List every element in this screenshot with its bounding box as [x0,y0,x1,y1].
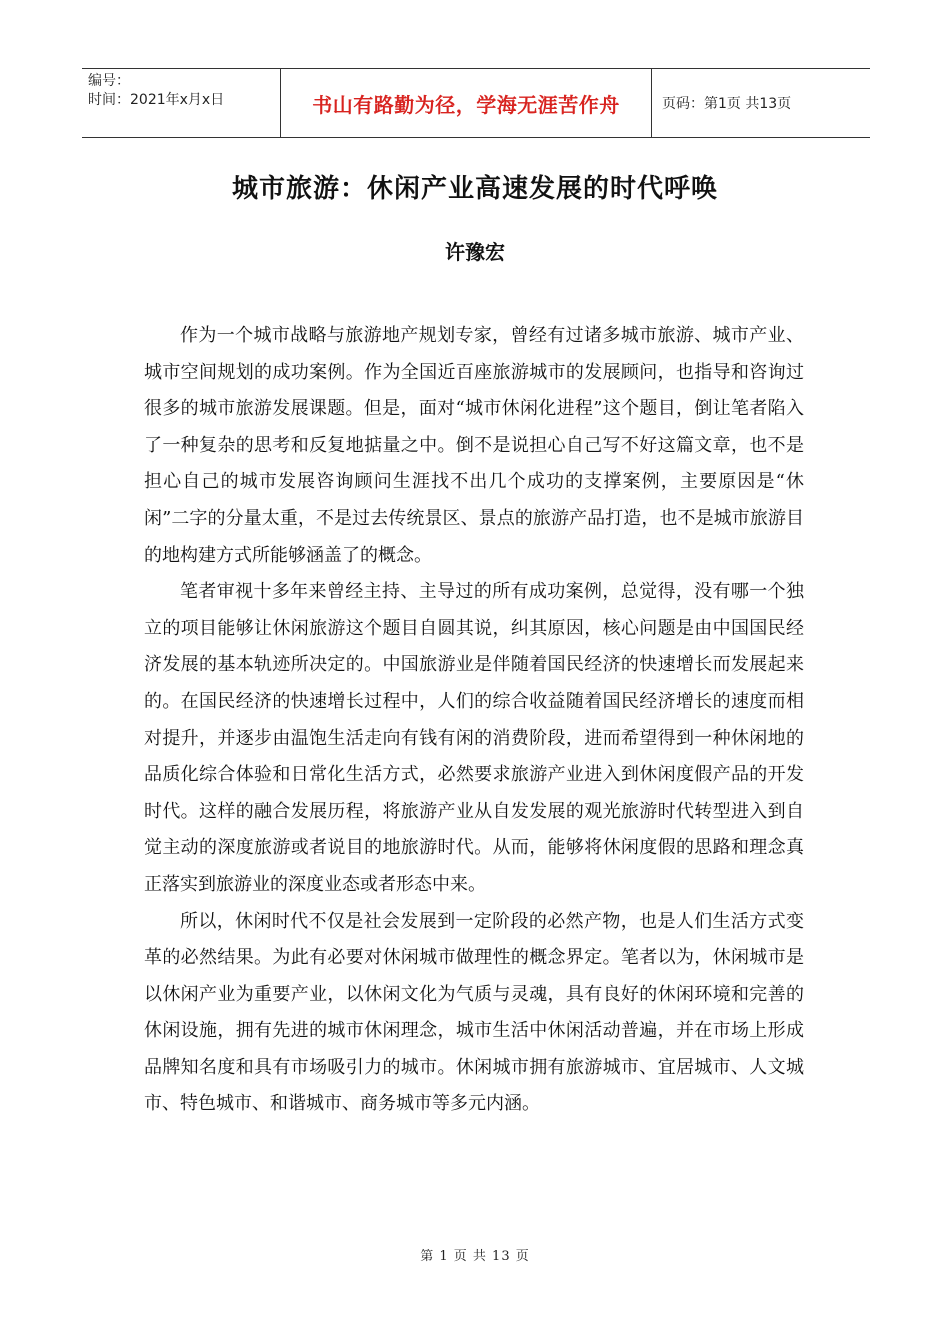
page-footer: 第 1 页 共 13 页 [420,1249,530,1264]
serial-label: 编号： [88,73,130,89]
paragraph: 笔者审视十多年来曾经主持、主导过的所有成功案例，总觉得，没有哪一个独立的项目能够让休闲旅游这个题目自圆其说，纠其原因，核心问题是由中国国民经济发展的基本轨迹所决定的。中国旅游业是伴随着国民经济的快速增长而发展起来的。在国民经济的快速增长过程中，人们的综合收益随着国民经济增长的速度而相对提升，并逐步由温饱生活走向有钱有闲的消费阶段，进而希望得到一种休闲地的品质化综合体验和日常化生活方式，必然要求旅游产业进入到休闲度假产品的开发时代。这样的融合发展历程，将旅游产业从自发发展的观光旅游时代转型进入到自觉主动的深度旅游或者说目的地旅游时代。从而，能够将休闲度假的思路和理念真正落实到旅游业的深度业态或者形态中来。 [144,581,804,895]
document-author: 许豫宏 [445,240,505,264]
page-info: 页码：第1页 共13页 [662,96,792,112]
paragraph: 作为一个城市战略与旅游地产规划专家，曾经有过诸多城市旅游、城市产业、城市空间规划的成功案例。作为全国近百座旅游城市的发展顾问，也指导和咨询过很多的城市旅游发展课题。但是，面对“城市休闲化进程”这个题目，倒让笔者陷入了一种复杂的思考和反复地掂量之中。倒不是说担心自己写不好这篇文章，也不是担心自己的城市发展咨询顾问生涯找不出几个成功的支撑案例，主要原因是“休闲”二字的分量太重，不是过去传统景区、景点的旅游产品打造，也不是城市旅游目的地构建方式所能够涵盖了的概念。 [144,325,804,566]
header-meta-cell [82,69,280,137]
header-motto-cell [280,69,652,137]
date-label: 时间：2021年x月x日 [88,92,225,108]
document-body [144,318,804,1123]
header-page-cell [652,69,870,137]
motto-text: 书山有路勤为径，学海无涯苦作舟 [312,92,620,117]
header-table [82,68,870,138]
paragraph: 所以，休闲时代不仅是社会发展到一定阶段的必然产物，也是人们生活方式变革的必然结果。为此有必要对休闲城市做理性的概念界定。笔者以为，休闲城市是以休闲产业为重要产业，以休闲文化为气质与灵魂，具有良好的休闲环境和完善的休闲设施，拥有先进的城市休闲理念，城市生活中休闲活动普遍，并在市场上形成品牌知名度和具有市场吸引力的城市。休闲城市拥有旅游城市、宜居城市、人文城市、特色城市、和谐城市、商务城市等多元内涵。 [144,910,804,1115]
document-title: 城市旅游：休闲产业高速发展的时代呼唤 [231,174,718,204]
